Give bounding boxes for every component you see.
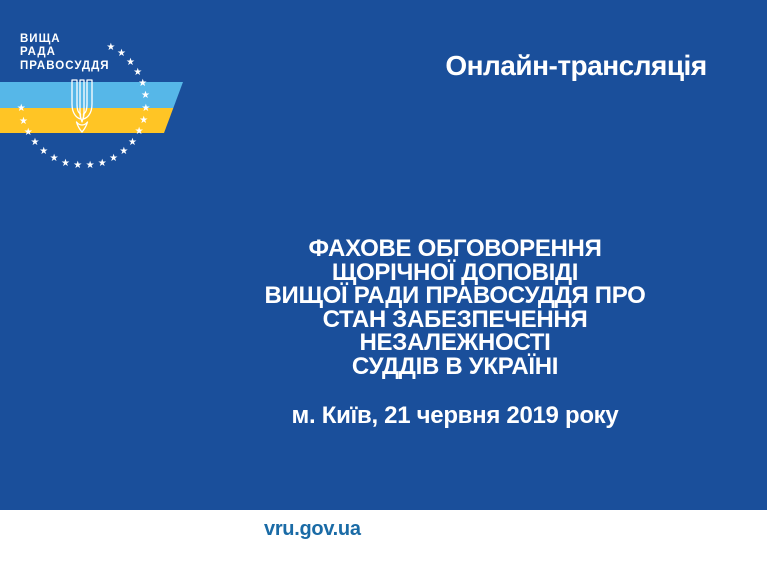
star-icon: ★ — [61, 157, 70, 169]
title-line: СТАН ЗАБЕЗПЕЧЕННЯ — [322, 305, 588, 333]
title-line: ВИЩОЇ РАДИ ПРАВОСУДДЯ ПРО — [264, 282, 646, 309]
org-name-line: ПРАВОСУДДЯ — [20, 59, 110, 72]
star-icon: ★ — [106, 41, 116, 53]
trident-icon — [68, 79, 96, 133]
star-icon: ★ — [109, 152, 119, 164]
star-icon: ★ — [141, 90, 150, 102]
star-icon: ★ — [97, 157, 107, 169]
star-icon: ★ — [49, 153, 59, 165]
star-icon: ★ — [127, 136, 137, 148]
star-icon: ★ — [119, 145, 129, 157]
place-date: м. Київ, 21 червня 2019 року — [291, 402, 619, 429]
broadcast-label: Онлайн-трансляція — [445, 50, 707, 81]
org-name — [20, 33, 110, 73]
star-icon: ★ — [139, 114, 149, 126]
org-name-line: ВИЩА — [20, 33, 61, 45]
star-icon: ★ — [116, 48, 126, 60]
title-line: СУДДІВ В УКРАЇНІ — [351, 352, 559, 380]
star-icon: ★ — [23, 127, 33, 139]
star-icon: ★ — [138, 78, 148, 90]
title-line: ФАХОВЕ ОБГОВОРЕННЯ — [308, 235, 602, 262]
star-icon: ★ — [16, 103, 26, 115]
star-icon: ★ — [133, 66, 143, 78]
star-icon: ★ — [19, 115, 29, 127]
website-url: vru.gov.ua — [264, 518, 361, 540]
star-icon: ★ — [126, 56, 135, 68]
star-icon: ★ — [134, 126, 144, 138]
title-line: НЕЗАЛЕЖНОСТІ — [359, 329, 551, 356]
star-icon: ★ — [39, 146, 49, 158]
star-icon: ★ — [30, 137, 40, 149]
title-line: ЩОРІЧНОЇ ДОПОВІДІ — [331, 258, 579, 286]
org-name-line: РАДА — [20, 46, 56, 59]
star-icon: ★ — [85, 160, 95, 172]
slide-title — [155, 237, 755, 378]
star-icon: ★ — [141, 102, 151, 114]
footer-bar — [0, 510, 767, 577]
star-icon: ★ — [73, 160, 83, 172]
